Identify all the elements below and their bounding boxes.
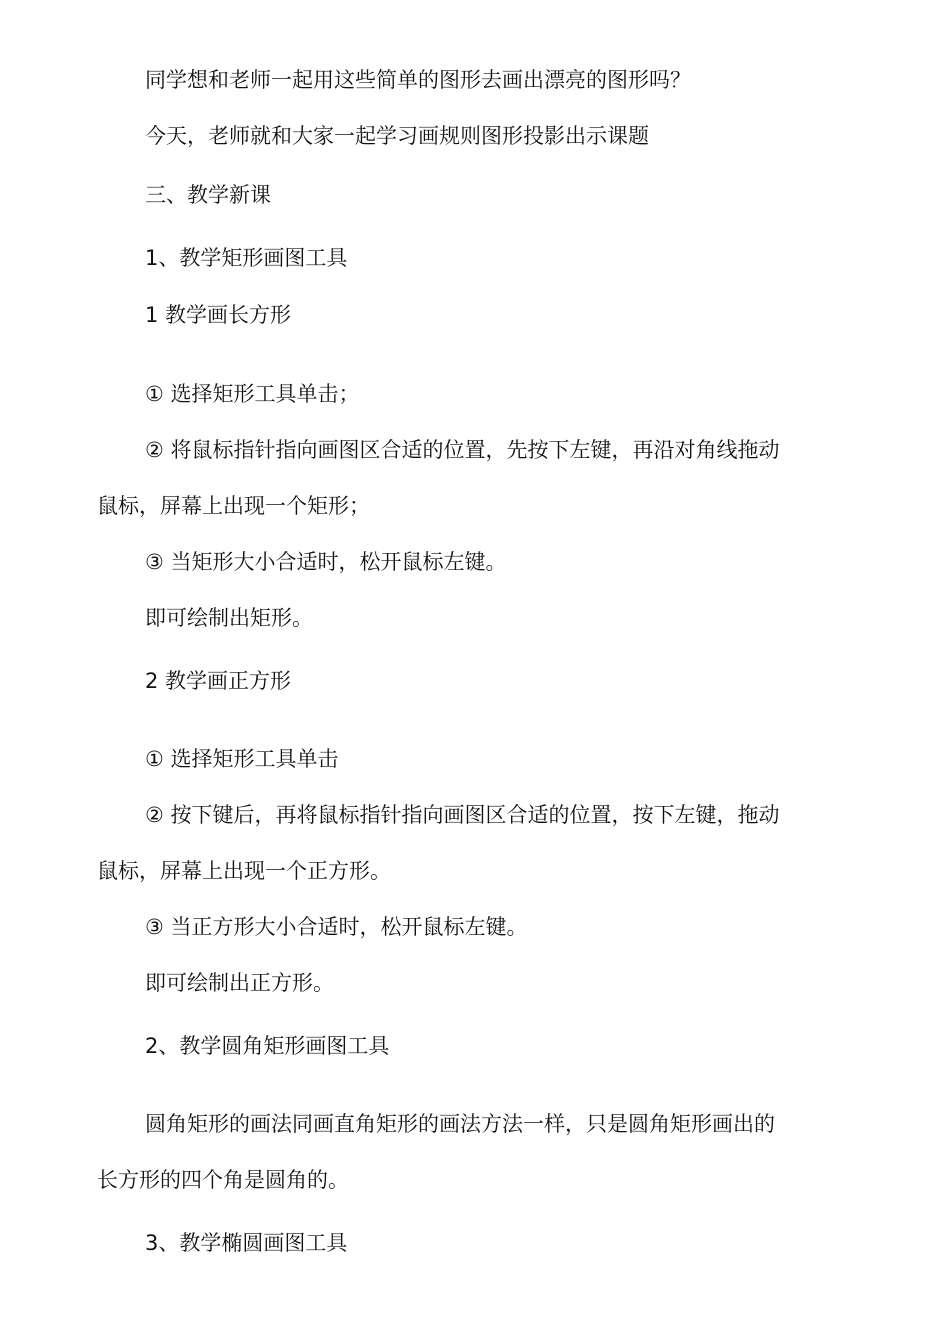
section-heading: 三、教学新课 (145, 183, 271, 207)
result-text: 即可绘制出矩形。 (145, 606, 313, 630)
subsection-heading: 2、教学圆角矩形画图工具 (145, 1034, 390, 1058)
step-3: ③ 当正方形大小合适时，松开鼠标左键。 (145, 915, 528, 939)
step-1: ① 选择矩形工具单击 (145, 747, 339, 771)
item-heading: 2 教学画正方形 (145, 669, 292, 693)
step-2-continuation: 鼠标，屏幕上出现一个正方形。 (97, 859, 391, 883)
subsection-heading: 3、教学椭圆画图工具 (145, 1231, 348, 1255)
paragraph-intro-question: 同学想和老师一起用这些简单的图形去画出漂亮的图形吗？ (145, 68, 691, 92)
paragraph-topic-intro: 今天，老师就和大家一起学习画规则图形投影出示课题 (145, 124, 649, 148)
item-heading: 1 教学画长方形 (145, 303, 292, 327)
result-text: 即可绘制出正方形。 (145, 971, 334, 995)
body-paragraph: 圆角矩形的画法同画直角矩形的画法方法一样，只是圆角矩形画出的 (145, 1112, 775, 1136)
step-2: ② 将鼠标指针指向画图区合适的位置，先按下左键，再沿对角线拖动 (145, 438, 780, 462)
step-2-continuation: 鼠标，屏幕上出现一个矩形； (97, 494, 370, 518)
step-2: ② 按下键后，再将鼠标指针指向画图区合适的位置，按下左键，拖动 (145, 803, 780, 827)
subsection-heading: 1、教学矩形画图工具 (145, 246, 348, 270)
step-1: ① 选择矩形工具单击； (145, 382, 360, 406)
body-paragraph-continuation: 长方形的四个角是圆角的。 (97, 1168, 349, 1192)
step-3: ③ 当矩形大小合适时，松开鼠标左键。 (145, 550, 507, 574)
